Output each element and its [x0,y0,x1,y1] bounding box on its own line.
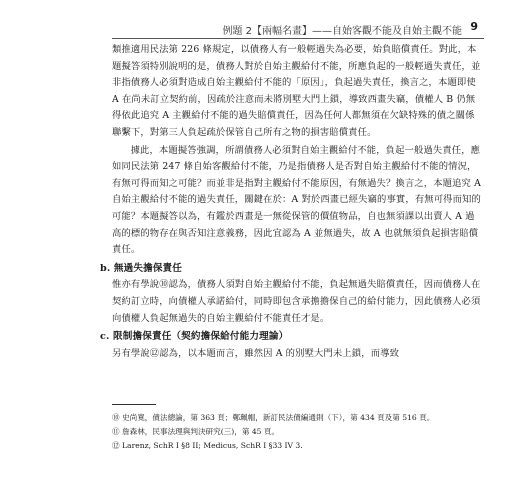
footnote-11: ⑪ 詹森林，民事法理與判決研究(三)，第 45 頁。 [112,427,280,436]
paragraph-1: 類推適用民法第 226 條規定，以債務人有一般輕過失為必要，始負賠償責任。對此，本題擬答須特別說明的是，債務人對於自始主觀給付不能，所應負起的一般輕過失責任，並非指債務人必須對造成自始主觀給付不能的「原因」，負起過失責任，換言之，本題即使 A 在尚未訂立契約前，因疏於注意而未將別墅大門上鎖，導致西畫失竊，債權人 B 仍無得依此追究 A 主觀給付不能的過失賠償責任，因為任何人都無須在欠缺特殊的債之關係聯繫下，對第三人負起疏於保管自己所有之物的損害賠償責任。 [112,44,481,138]
paragraph-4: 另有學說⑫認為，以本題而言，雖然因 A 的別墅大門未上鎖，而導致 [112,347,400,359]
footnote-rule [112,404,156,405]
paragraph-2: 據此，本題擬答強調，所謂債務人必須對自始主觀給付不能，負起一般過失責任，應如同民法第 247 條自始客觀給付不能，乃是指債務人是否對自始主觀給付不能的情況，有無可得而知之可能？而並非是指對主觀給付不能原因，有無過失？換言之，本題追究 A 自始主觀給付不能的過失責任，關鍵在於：A 對於西畫已經失竊的事實，有無可得而知的可能？本題擬答以為，有鑑於西畫是一無從保管的價值物品，自也無須課以出賣人 A 過高的標的物存在與否知注意義務，因此宜認為 A 並無過失，故 A 也就無須負起損害賠償責任。 [112,144,481,256]
page-number: 9 [470,20,478,33]
main-text [100,42,484,362]
paragraph-3: 惟亦有學說⑩認為，債務人須對自始主觀給付不能，負起無過失賠償責任，因而債務人在契約訂立時，向債權人承諾給付，同時即包含承擔擔保自己的給付能力，因此債務人必須向債權人負起無過失的自始主觀給付不能責任才是。 [112,279,481,324]
footnote-10: ⑩ 史尚寬，債法總論，第 363 頁；鄭珮帽，新訂民法債編通則（下），第 434 頁及第 516 頁。 [112,413,435,422]
header-rule [112,38,484,39]
footnote-12: ⑫ Larenz, SchR I §8 II; Medicus, SchR I §33 IV 3. [112,441,303,450]
footnotes [112,404,484,453]
heading-c: c. 限制擔保責任（契約擔保給付能力理論） [100,331,289,343]
heading-b: b. 無過失擔保責任 [100,262,183,274]
header-title: 例題 2【兩幅名畫】——自始客觀不能及自始主觀不能 [222,26,462,37]
running-header [0,18,520,38]
